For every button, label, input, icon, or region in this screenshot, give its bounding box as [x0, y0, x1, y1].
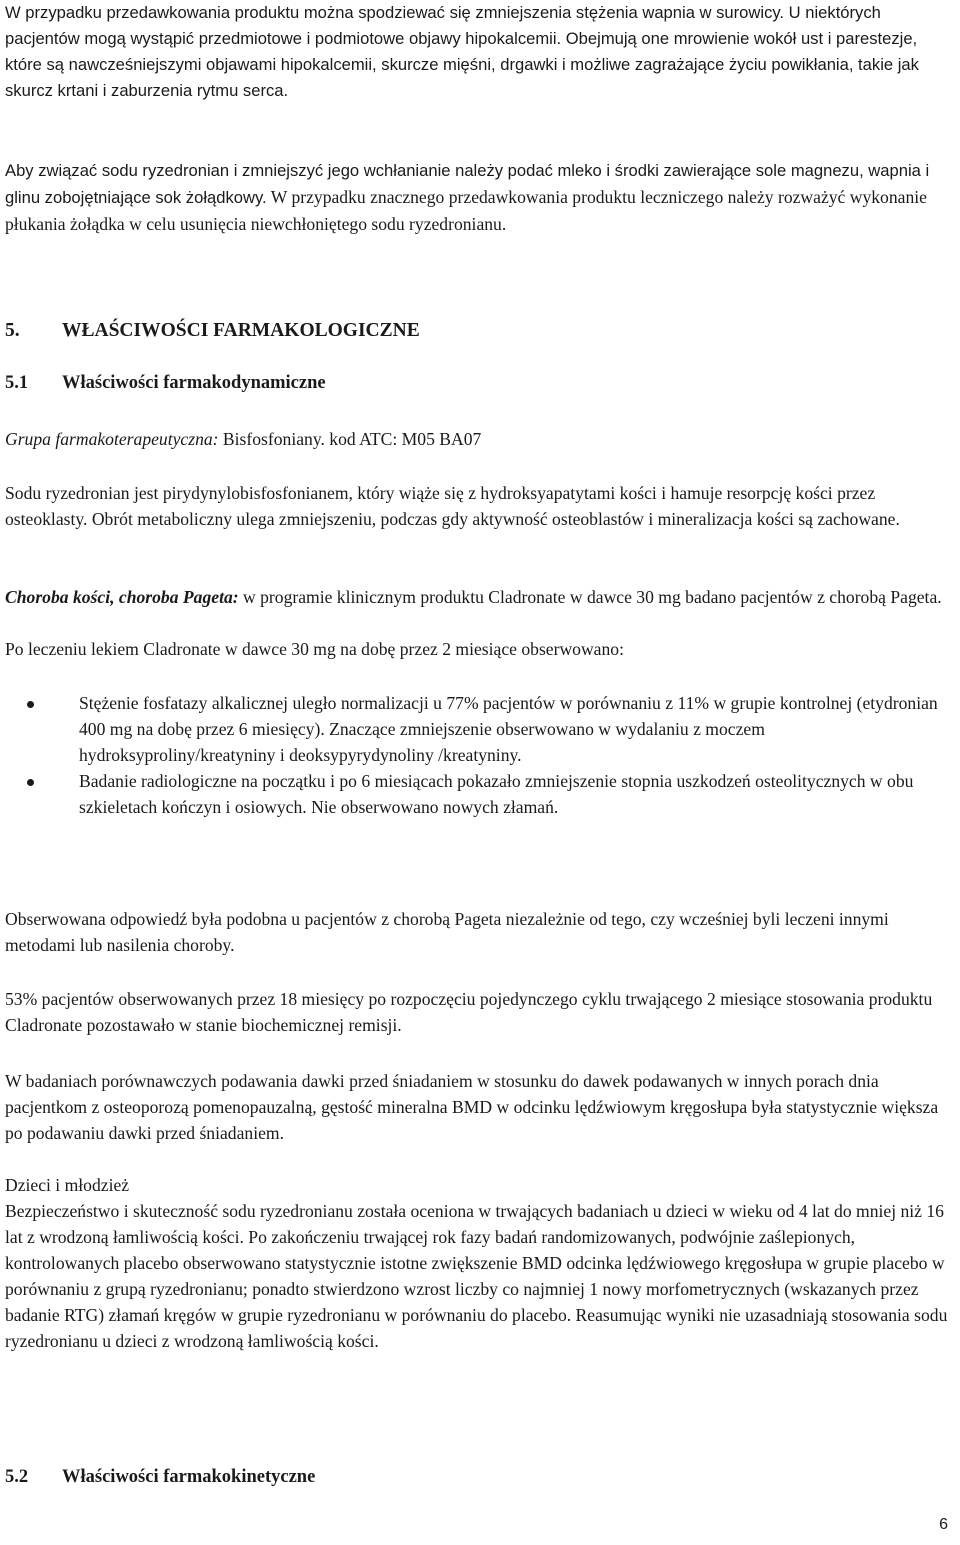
overdose-paragraph-1: W przypadku przedawkowania produktu można spodziewać się zmniejszenia stężenia wapnia w surowicy. U niektórych pacjentów mogą wystąpić przedmiotowe i podmiotowe objawy hipokalcemii. Obejmują one mrowienie wokół ust i parestezje, które są nawcześniejszymi objawami hipokalcemii, skurcze mięśni, drgawki i możliwe zagrażające życiu powikłania, takie jak skurcz krtani i zaburzenia rytmu serca. [5, 3, 919, 100]
paget-label: Choroba kości, choroba Pageta: [5, 587, 239, 607]
section-5-1-title: Właściwości farmakodynamiczne [62, 373, 326, 393]
section-5-1-number: 5.1 [5, 373, 29, 393]
list-item-text: Stężenie fosfatazy alkalicznej uległo normalizacji u 77% pacjentów w porównaniu z 11% w grupie kontrolnej (etydronian 400 mg na dobę przez 6 miesięcy). Znaczące zmniejszenie obserwowano w wydalaniu z moczem hydroksyproliny/kreatyniny i deoksypyrydynoliny /kreatyniny. [79, 693, 938, 765]
bmd-paragraph: W badaniach porównawczych podawania dawki przed śniadaniem w stosunku do dawek podawanych w innych porach dnia pacjentkom z osteoporozą pomenopauzalną, gęstość mineralna BMD w odcinku lędźwiowym kręgosłupa była statystycznie większa po podawaniu dawki przed śniadaniem. [5, 1071, 939, 1143]
section-5-number: 5. [5, 320, 20, 341]
section-5-2-heading [5, 1464, 315, 1490]
overdose-paragraph-2a: Aby związać sodu ryzedronian i zmniejszyć jego wchłanianie należy podać mleko i środki zawierające sole magnezu, wapnia i glinu zobojętniające sok żołądkowy. [5, 161, 930, 207]
children-heading: Dzieci i młodzież [5, 1175, 130, 1195]
mechanism-paragraph: Sodu ryzedronian jest pirydynylobisfosfonianem, który wiąże się z hydroksyapatytami kości i hamuje resorpcję kości przez osteoklasty. Obrót metaboliczny ulega zmniejszeniu, podczas gdy aktywność osteoblastów i mineralizacja kości są zachowane. [5, 483, 900, 529]
children-paragraph: Bezpieczeństwo i skuteczność sodu ryzedronianu została oceniona w trwających badaniach u dzieci w wieku od 4 lat do mniej niż 16 lat z wrodzoną łamliwością kości. Po zakończeniu trwającej rok fazy badań randomizowanych, podwójnie zaślepionych, kontrolowanych placebo obserwowano statystycznie istotne zwiększenie BMD odcinka lędźwiowego kręgosłupa w grupie placebo w porównaniu z grupą ryzedronianu; ponadto stwierdzono wzrost liczby co najmniej 1 nowy morfometrycznych (wskazanych przez badanie RTG) złamań kręgów w grupie ryzedronianu w porównaniu do placebo. Reasumując wyniki nie uzasadniają stosowania sodu ryzedronianu u dzieci z wrodzoną łamliwością kości. [5, 1201, 948, 1351]
list-item-text: Badanie radiologiczne na początku i po 6 miesiącach pokazało zmniejszenie stopnia uszkodzeń osteolitycznych w obu szkieletach kończyn i osiowych. Nie obserwowano nowych złamań. [79, 771, 914, 817]
response-paragraph: Obserwowana odpowiedź była podobna u pacjentów z chorobą Pageta niezależnie od tego, czy wcześniej byli leczeni innymi metodami lub nasilenia choroby. [5, 909, 889, 955]
pharmacotherapeutic-group [5, 426, 481, 452]
group-value: Bisfosfoniany. kod ATC: M05 BA07 [218, 429, 482, 449]
paget-results-list [5, 690, 953, 820]
page-number: 6 [939, 1516, 948, 1533]
section-5-2-number: 5.2 [5, 1467, 29, 1487]
section-5-2-title: Właściwości farmakokinetyczne [62, 1467, 316, 1487]
section-5-title: WŁAŚCIWOŚCI FARMAKOLOGICZNE [62, 320, 420, 341]
overdose-paragraph-2b: W przypadku znacznego przedawkowania produktu leczniczego należy rozważyć wykonanie płukania żołądka w celu usunięcia niewchłoniętego sodu ryzedronianu. [5, 187, 927, 234]
section-5-heading [5, 318, 420, 344]
remission-paragraph: 53% pacjentów obserwowanych przez 18 miesięcy po rozpoczęciu pojedynczego cyklu trwającego 2 miesiące stosowania produktu Cladronate pozostawało w stanie biochemicznej remisji. [5, 989, 933, 1035]
paget-intro: Po leczeniu lekiem Cladronate w dawce 30 mg na dobę przez 2 miesiące obserwowano: [5, 639, 624, 659]
bullet-icon [27, 701, 34, 708]
section-5-1-heading [5, 370, 326, 396]
list-item [5, 768, 953, 820]
group-label: Grupa farmakoterapeutyczna: [5, 429, 219, 449]
paget-paragraph [5, 584, 942, 610]
list-item [5, 690, 953, 768]
overdose-paragraph-2 [5, 158, 953, 238]
paget-text: w programie klinicznym produktu Cladronate w dawce 30 mg badano pacjentów z chorobą Pageta. [238, 587, 942, 607]
bullet-icon [27, 779, 34, 786]
